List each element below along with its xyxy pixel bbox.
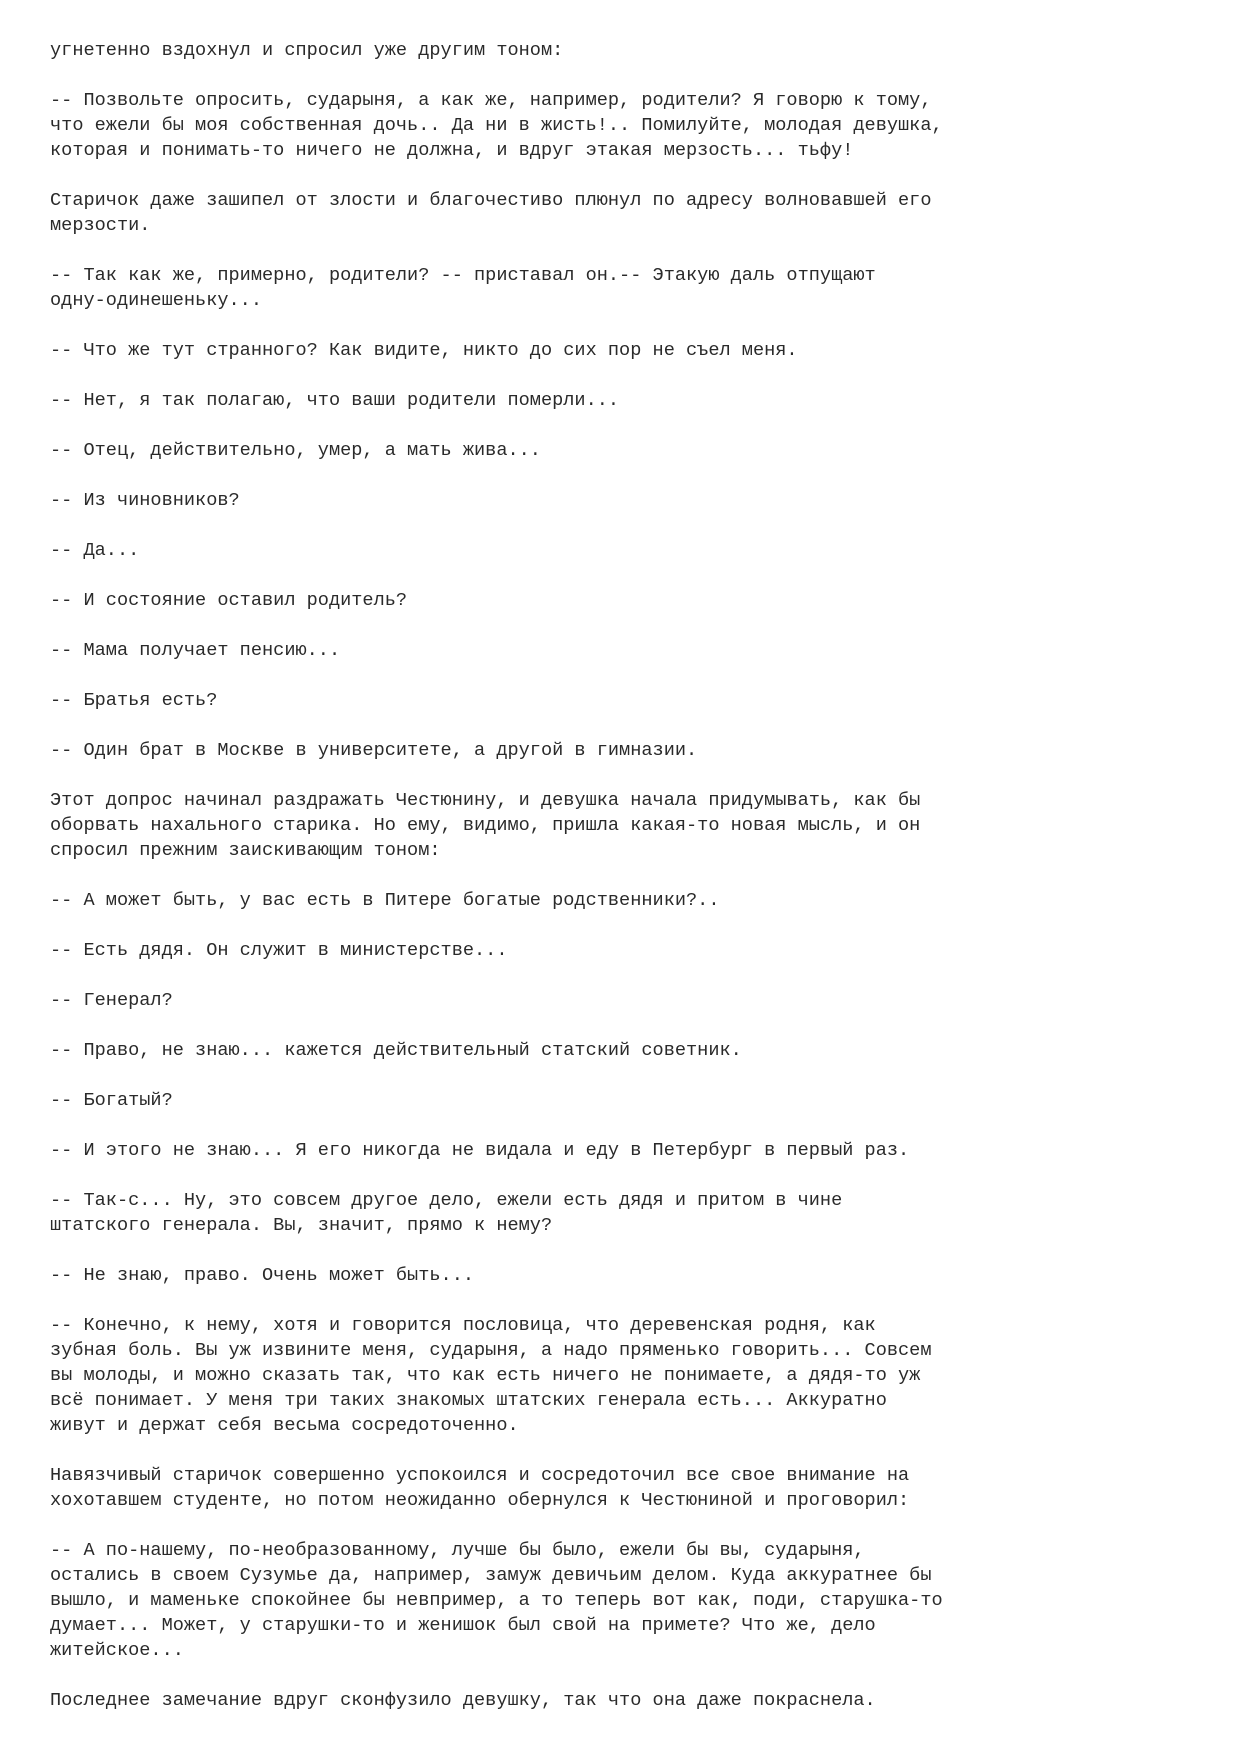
paragraph: -- А по-нашему, по-необразованному, лучше бы было, ежели бы вы, сударыня, остались в своем Сузумье да, например, замуж девичьим делом. Куда аккуратнее бы вышло, и маменьке спокойнее бы невпример, а то теперь вот как, поди, старушка-то думает... Может, у старушки-то и женишок был свой на примете? Что же, дело житейское... <box>50 1540 943 1661</box>
paragraph: -- И состояние оставил родитель? <box>50 590 408 611</box>
paragraph: -- Право, не знаю... кажется действительный статский советник. <box>50 1040 742 1061</box>
paragraph: -- Конечно, к нему, хотя и говорится пословица, что деревенская родня, как зубная боль. Вы уж извините меня, сударыня, а надо пряменько говорить... Совсем вы молоды, и можно сказать так, что как есть ничего не понимаете, а дядя-то уж всё понимает. У меня три таких знакомых штатских генерала есть... Аккуратно живут и держат себя весьма сосредоточенно. <box>50 1315 932 1436</box>
paragraph: -- Не знаю, право. Очень может быть... <box>50 1265 475 1286</box>
paragraph: угнетенно вздохнул и спросил уже другим тоном: <box>50 40 564 61</box>
paragraph: Старичок даже зашипел от злости и благочестиво плюнул по адресу волновавшей его мерзости. <box>50 190 932 236</box>
paragraph: -- Нет, я так полагаю, что ваши родители померли... <box>50 390 620 411</box>
paragraph: -- И этого не знаю... Я его никогда не видала и еду в Петербург в первый раз. <box>50 1140 910 1161</box>
paragraph: -- Братья есть? <box>50 690 218 711</box>
paragraph: -- Что же тут странного? Как видите, никто до сих пор не съел меня. <box>50 340 798 361</box>
paragraph: -- Богатый? <box>50 1090 173 1111</box>
paragraph: -- А может быть, у вас есть в Питере богатые родственники?.. <box>50 890 720 911</box>
paragraph: -- Есть дядя. Он служит в министерстве... <box>50 940 508 961</box>
paragraph: -- Так как же, примерно, родители? -- приставал он.-- Этакую даль отпущают одну-одинешеньку... <box>50 265 876 311</box>
paragraph: -- Мама получает пенсию... <box>50 640 341 661</box>
paragraph: Последнее замечание вдруг сконфузило девушку, так что она даже покраснела. <box>50 1690 876 1711</box>
paragraph: -- Из чиновников? <box>50 490 240 511</box>
paragraph: -- Генерал? <box>50 990 173 1011</box>
paragraph: -- Так-с... Ну, это совсем другое дело, ежели есть дядя и притом в чине штатского генерала. Вы, значит, прямо к нему? <box>50 1190 843 1236</box>
paragraph: -- Отец, действительно, умер, а мать жива... <box>50 440 541 461</box>
paragraph: Навязчивый старичок совершенно успокоился и сосредоточил все свое внимание на хохотавшем студенте, но потом неожиданно обернулся к Честюниной и проговорил: <box>50 1465 910 1511</box>
paragraph: -- Позвольте опросить, сударыня, а как же, например, родители? Я говорю к тому, что ежели бы моя собственная дочь.. Да ни в жисть!.. Помилуйте, молодая девушка, которая и понимать-то ничего не должна, и вдруг этакая мерзость... тьфу! <box>50 90 943 161</box>
paragraph: Этот допрос начинал раздражать Честюнину, и девушка начала придумывать, как бы oборвать нахального старика. Но ему, видимо, пришла какая-то новая мысль, и он спросил прежним заискивающим тоном: <box>50 790 921 861</box>
document-text <box>50 38 1210 1738</box>
paragraph: -- Да... <box>50 540 140 561</box>
paragraph: -- Один брат в Москве в университете, а другой в гимназии. <box>50 740 698 761</box>
